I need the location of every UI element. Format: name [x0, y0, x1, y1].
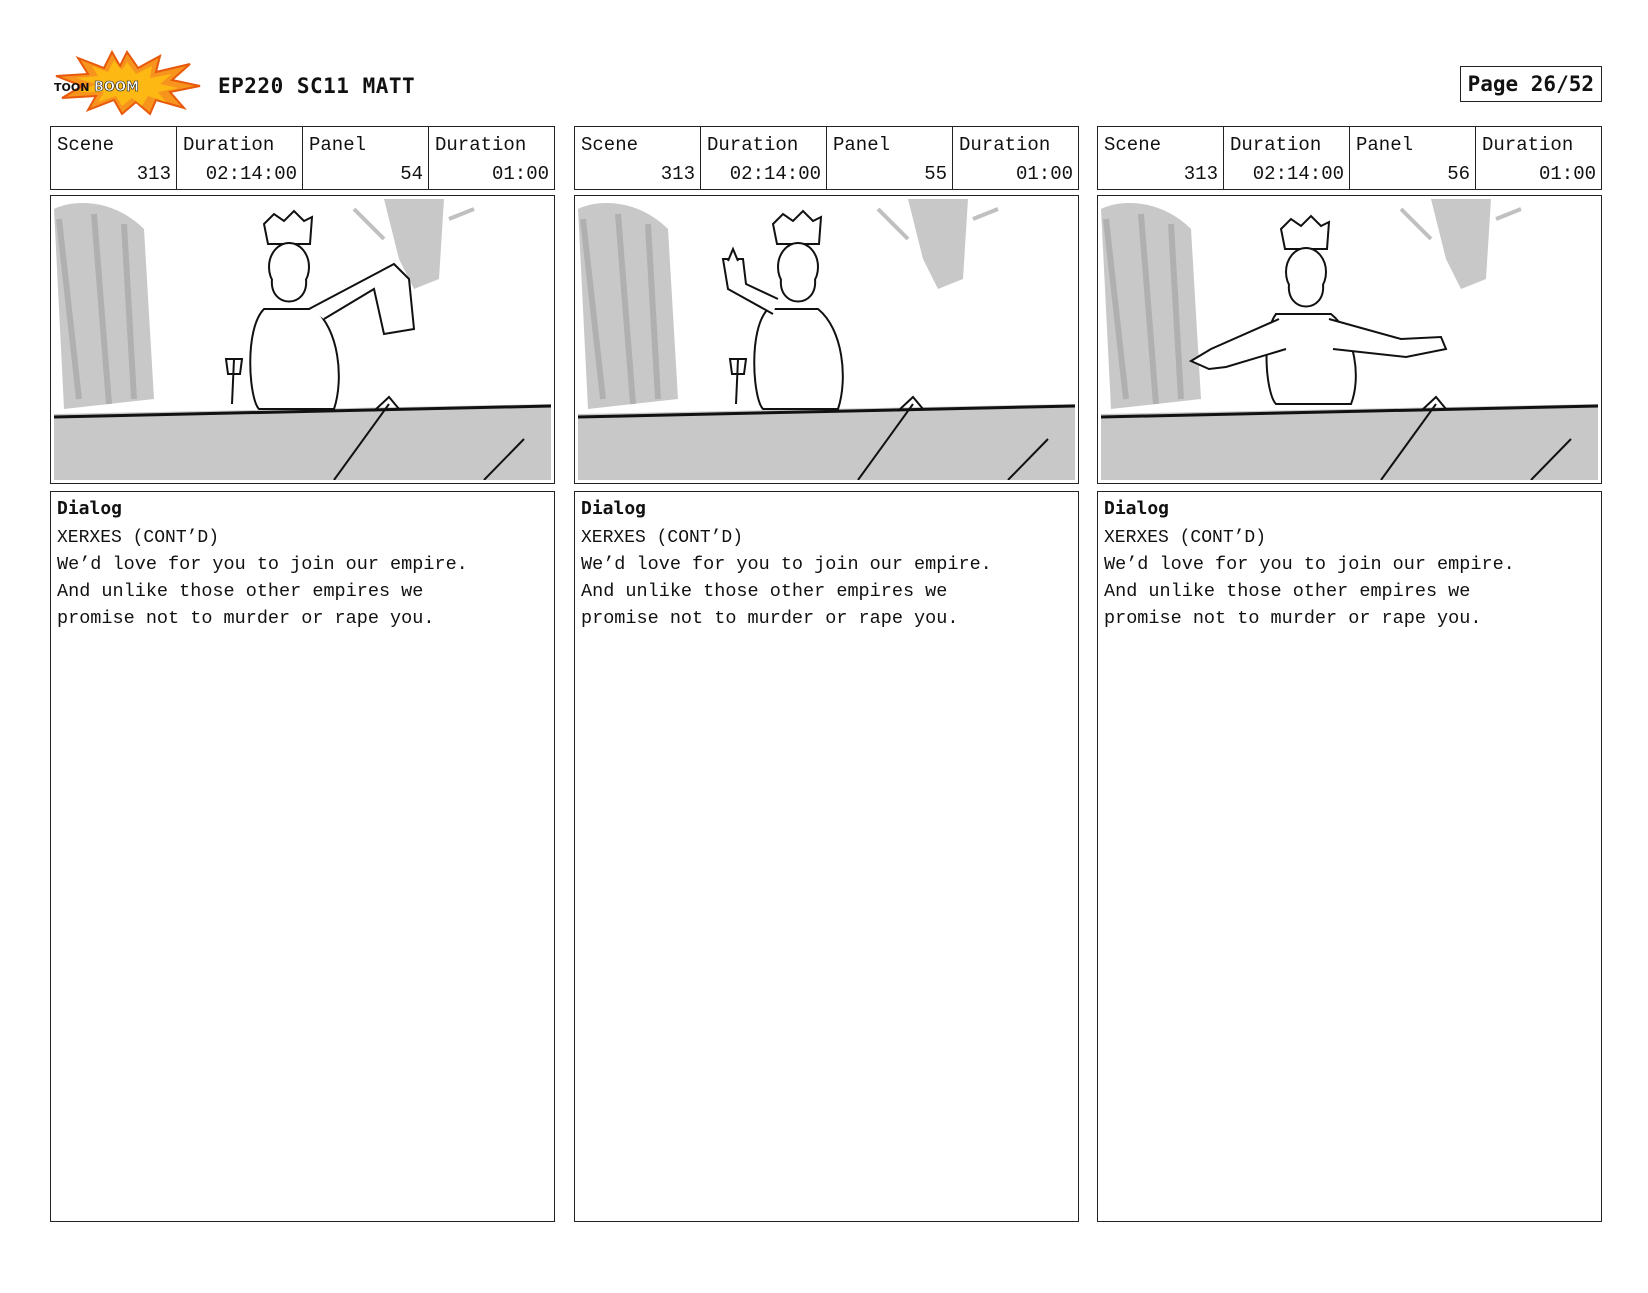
- dialog-line: We’d love for you to join our empire.: [57, 554, 468, 575]
- panel-info-bar: [50, 126, 555, 190]
- panel-duration-label: Duration: [1482, 134, 1574, 156]
- scene-duration-cell: [701, 127, 827, 189]
- scene-cell: [575, 127, 701, 189]
- scene-duration-label: Duration: [183, 134, 275, 156]
- dialog-box: [50, 491, 555, 1222]
- panel-duration-cell: [953, 127, 1078, 189]
- scene-label: Scene: [581, 134, 639, 156]
- panel-drawing: [1097, 195, 1602, 484]
- panel-number: 55: [924, 163, 947, 185]
- dialog-line: We’d love for you to join our empire.: [1104, 554, 1515, 575]
- scene-number: 313: [660, 163, 695, 185]
- panel-label: Panel: [1356, 134, 1414, 156]
- scene-cell: [51, 127, 177, 189]
- panel-duration-label: Duration: [435, 134, 527, 156]
- dialog-line: promise not to murder or rape you.: [1104, 608, 1482, 629]
- dialog-header: Dialog: [1104, 498, 1170, 519]
- scene-duration: 02:14:00: [729, 163, 821, 185]
- logo-text: TOON: [54, 81, 90, 94]
- sketch-thumbs-up: [578, 199, 1075, 480]
- character-name: XERXES (CONT’D): [57, 528, 220, 548]
- dialog-line: promise not to murder or rape you.: [57, 608, 435, 629]
- scene-duration-label: Duration: [1230, 134, 1322, 156]
- svg-text:BOOM: BOOM: [94, 80, 139, 95]
- scene-duration-label: Duration: [707, 134, 799, 156]
- sketch-arm-raised: [54, 199, 551, 480]
- storyboard-panel-56: [1097, 126, 1602, 1222]
- dialog-line: And unlike those other empires we: [1104, 581, 1471, 602]
- panel-duration: 01:00: [1538, 163, 1596, 185]
- panel-info-bar: [574, 126, 1079, 190]
- dialog-header: Dialog: [57, 498, 123, 519]
- sketch-open-arms: [1101, 199, 1598, 480]
- scene-duration: 02:14:00: [205, 163, 297, 185]
- panel-duration-cell: [1476, 127, 1601, 189]
- page-number: Page 26/52: [1460, 66, 1602, 102]
- panel-cell: [1350, 127, 1476, 189]
- panel-number: 56: [1447, 163, 1470, 185]
- panel-duration-cell: [429, 127, 554, 189]
- scene-cell: [1098, 127, 1224, 189]
- storyboard-panel-55: [574, 126, 1079, 1222]
- scene-number: 313: [136, 163, 171, 185]
- panel-drawing: [574, 195, 1079, 484]
- dialog-line: And unlike those other empires we: [57, 581, 424, 602]
- dialog-line: promise not to murder or rape you.: [581, 608, 959, 629]
- storyboard-panel-54: [50, 126, 555, 1222]
- dialog-box: [1097, 491, 1602, 1222]
- scene-number: 313: [1183, 163, 1218, 185]
- character-name: XERXES (CONT’D): [1104, 528, 1267, 548]
- scene-label: Scene: [1104, 134, 1162, 156]
- scene-duration: 02:14:00: [1252, 163, 1344, 185]
- panel-duration: 01:00: [491, 163, 549, 185]
- panel-cell: [303, 127, 429, 189]
- dialog-header: Dialog: [581, 498, 647, 519]
- panel-drawing: [50, 195, 555, 484]
- scene-duration-cell: [177, 127, 303, 189]
- panel-number: 54: [400, 163, 423, 185]
- character-name: XERXES (CONT’D): [581, 528, 744, 548]
- dialog-line: And unlike those other empires we: [581, 581, 948, 602]
- panel-duration: 01:00: [1015, 163, 1073, 185]
- scene-label: Scene: [57, 134, 115, 156]
- toonboom-logo: [52, 50, 202, 116]
- panel-label: Panel: [833, 134, 891, 156]
- panel-cell: [827, 127, 953, 189]
- panel-duration-label: Duration: [959, 134, 1051, 156]
- page-header: [52, 50, 1602, 120]
- panel-label: Panel: [309, 134, 367, 156]
- panel-info-bar: [1097, 126, 1602, 190]
- scene-duration-cell: [1224, 127, 1350, 189]
- dialog-box: [574, 491, 1079, 1222]
- dialog-line: We’d love for you to join our empire.: [581, 554, 992, 575]
- episode-title: EP220 SC11 MATT: [218, 74, 416, 98]
